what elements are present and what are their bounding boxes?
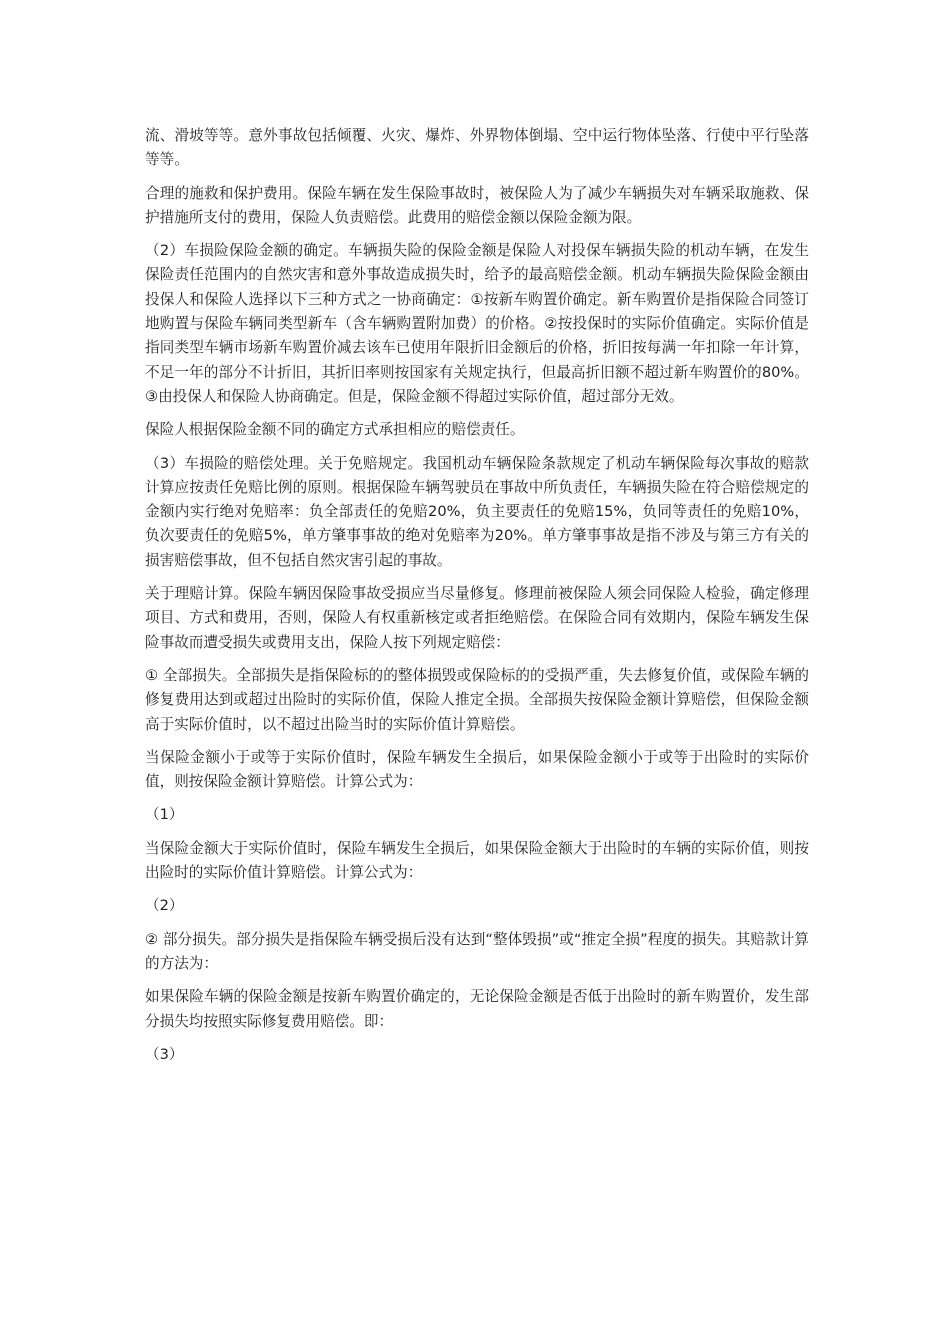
paragraph-insured-amount: （2）车损险保险金额的确定。车辆损失险的保险金额是保险人对投保车辆损失险的机动车辆，在发生保险责任范围内的自然灾害和意外事故造成损失时，给予的最高赔偿金额。机动车辆损失险保险金额由投保人和保险人选择以下三种方式之一协商确定：①按新车购置价确定。新车购置价是指保险合同签订地购置与保险车辆同类型新车（含车辆购置附加费）的价格。②按投保时的实际价值确定。实际价值是指同类型车辆市场新车购置价减去该车已使用年限折旧金额后的价格，折旧按每满一年扣除一年计算，不足一年的部分不计折旧，其折旧率则按国家有关规定执行，但最高折旧额不超过新车购置价的80%。③由投保人和保险人协商确定。但是，保险金额不得超过实际价值，超过部分无效。 bbox=[145, 242, 809, 405]
paragraph-amount-above-value: 当保险金额大于实际价值时，保险车辆发生全损后，如果保险金额大于出险时的车辆的实际价值，则按出险时的实际价值计算赔偿。计算公式为： bbox=[145, 839, 809, 882]
paragraph-disaster-accident-list: 流、滑坡等等。意外事故包括倾覆、火灾、爆炸、外界物体倒塌、空中运行物体坠落、行使中平行坠落等等。 bbox=[145, 127, 809, 169]
formula-label-3: （3） bbox=[145, 1045, 184, 1063]
paragraph-partial-loss: ② 部分损失。部分损失是指保险车辆受损后没有达到“整体毁损”或“推定全损”程度的损失。其赔款计算的方法为： bbox=[145, 930, 809, 972]
paragraph-total-loss: ① 全部损失。全部损失是指保险标的的整体损毁或保险标的的受损严重，失去修复价值，或保险车辆的修复费用达到或超过出险时的实际价值，保险人推定全损。全部损失按保险金额计算赔偿，但保险金额高于实际价值时，以不超过出险当时的实际价值计算赔偿。 bbox=[145, 666, 809, 733]
formula-label-1: （1） bbox=[145, 806, 184, 824]
paragraph-claims-handling: （3）车损险的赔偿处理。关于免赔规定。我国机动车辆保险条款规定了机动车辆保险每次事故的赔款计算应按责任免赔比例的原则。根据保险车辆驾驶员在事故中所负责任，车辆损失险在符合赔偿规定的金额内实行绝对免赔率：负全部责任的免赔20%，负主要责任的免赔15%，负同等责任的免赔10%，负次要责任的免赔5%，单方肇事事故的绝对免赔率为20%。单方肇事事故是指不涉及与第三方有关的损害赔偿事故，但不包括自然灾害引起的事故。 bbox=[145, 454, 809, 569]
paragraph-new-car-price-basis: 如果保险车辆的保险金额是按新车购置价确定的，无论保险金额是否低于出险时的新车购置价，发生部分损失均按照实际修复费用赔偿。即： bbox=[145, 988, 809, 1030]
document-body bbox=[145, 124, 809, 1076]
paragraph-amount-below-value: 当保险金额小于或等于实际价值时，保险车辆发生全损后，如果保险金额小于或等于出险时的实际价值，则按保险金额计算赔偿。计算公式为： bbox=[145, 748, 809, 791]
formula-label-2: （2） bbox=[145, 897, 184, 915]
paragraph-liability-by-method: 保险人根据保险金额不同的确定方式承担相应的赔偿责任。 bbox=[145, 421, 525, 439]
paragraph-rescue-costs: 合理的施救和保护费用。保险车辆在发生保险事故时，被保险人为了减少车辆损失对车辆采取施救、保护措施所支付的费用，保险人负责赔偿。此费用的赔偿金额以保险金额为限。 bbox=[145, 184, 809, 226]
paragraph-claim-calculation: 关于理赔计算。保险车辆因保险事故受损应当尽量修复。修理前被保险人须会同保险人检验，确定修理项目、方式和费用，否则，保险人有权重新核定或者拒绝赔偿。在保险合同有效期内，保险车辆发生保险事故而遭受损失或费用支出，保险人按下列规定赔偿： bbox=[145, 585, 809, 651]
